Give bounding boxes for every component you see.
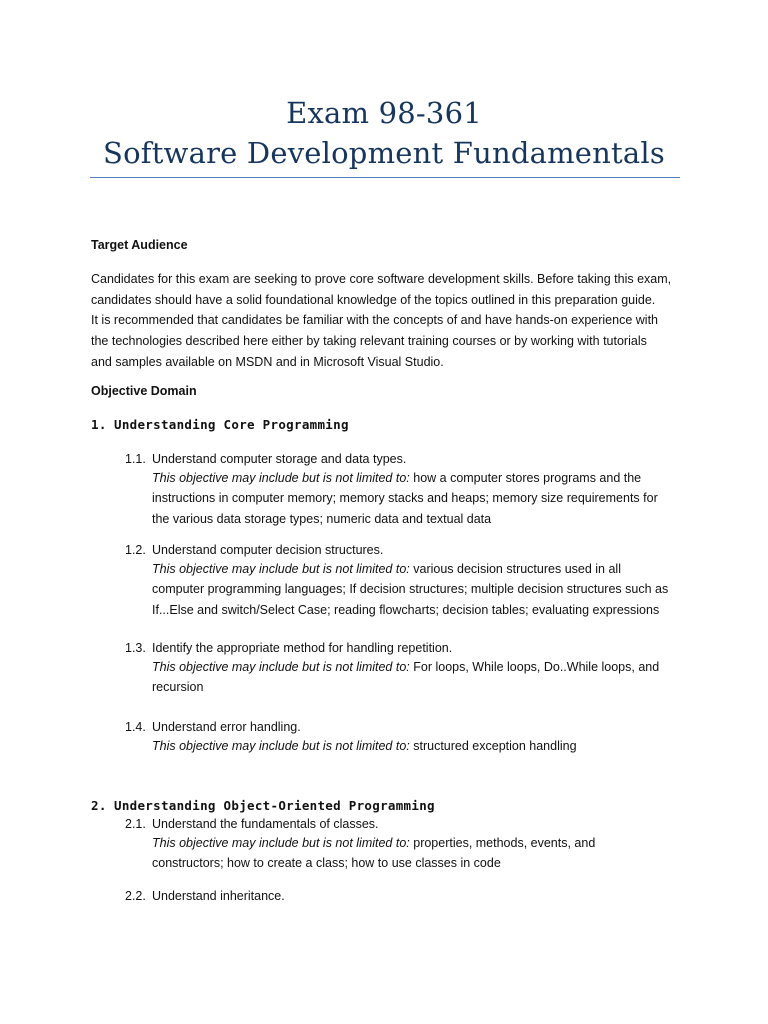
objective-number: 2.1. — [125, 817, 146, 831]
section-title: Understanding Object-Oriented Programming — [114, 798, 435, 813]
objective-detail: properties, methods, events, and — [409, 836, 596, 850]
objective-detail: various decision structures used in all — [409, 562, 621, 576]
objective-title: Understand inheritance. — [152, 889, 285, 903]
objective-item — [125, 640, 685, 698]
objective-intro: This objective may include but is not limited to: — [152, 739, 410, 753]
objective-detail: computer programming languages; If decision structures; multiple decision structures such as — [152, 582, 669, 597]
section-title: Understanding Core Programming — [114, 417, 349, 432]
objective-number: 1.4. — [125, 720, 146, 734]
objective-title: Understand error handling. — [152, 720, 301, 734]
target-audience-heading: Target Audience — [91, 238, 188, 252]
objective-title: Understand computer storage and data types. — [152, 452, 407, 466]
objective-detail: the various data storage types; numeric data and textual data — [152, 511, 492, 526]
objective-item — [125, 451, 685, 529]
objective-detail: If...Else and switch/Select Case; reading flowcharts; decision tables; evaluating expressions — [152, 602, 660, 617]
paragraph-line: the technologies described here either by taking relevant training courses or by working with tutorials — [91, 334, 647, 349]
objective-detail: constructors; how to create a class; how to use classes in code — [152, 856, 501, 871]
objective-intro: This objective may include but is not limited to: — [152, 836, 410, 850]
objective-item — [125, 719, 685, 756]
section-number: 1. — [91, 417, 107, 432]
objective-title: Identify the appropriate method for handling repetition. — [152, 641, 453, 655]
document-title: Exam 98-361 — [286, 96, 482, 130]
objective-number: 1.3. — [125, 641, 146, 655]
objective-detail: instructions in computer memory; memory stacks and heaps; memory size requirements for — [152, 491, 658, 506]
objective-title: Understand computer decision structures. — [152, 543, 384, 557]
objective-item — [125, 816, 685, 874]
section-heading — [91, 798, 435, 813]
section-heading — [91, 417, 349, 432]
objective-detail: recursion — [152, 680, 204, 695]
paragraph-line: and samples available on MSDN and in Microsoft Visual Studio. — [91, 354, 444, 369]
objective-intro: This objective may include but is not limited to: — [152, 562, 410, 576]
paragraph-line: It is recommended that candidates be familiar with the concepts of and have hands-on experience with — [91, 313, 658, 328]
objective-item — [125, 888, 685, 905]
title-divider — [90, 177, 680, 178]
paragraph-line: candidates should have a solid foundational knowledge of the topics outlined in this preparation guide. — [91, 292, 656, 307]
paragraph-line: Candidates for this exam are seeking to prove core software development skills. Before taking this exam, — [91, 272, 672, 286]
objective-number: 1.1. — [125, 452, 146, 466]
objective-item — [125, 542, 685, 620]
objective-detail: structured exception handling — [409, 739, 577, 753]
objective-number: 2.2. — [125, 889, 146, 903]
document-subtitle: Software Development Fundamentals — [103, 136, 665, 170]
objective-domain-heading: Objective Domain — [91, 384, 197, 398]
objective-number: 1.2. — [125, 543, 146, 557]
section-number: 2. — [91, 798, 107, 813]
objective-detail: how a computer stores programs and the — [409, 471, 642, 485]
objective-intro: This objective may include but is not limited to: — [152, 471, 410, 485]
objective-intro: This objective may include but is not limited to: — [152, 660, 410, 674]
objective-detail: For loops, While loops, Do..While loops, and — [409, 660, 660, 674]
objective-title: Understand the fundamentals of classes. — [152, 817, 379, 831]
target-audience-paragraph — [91, 269, 691, 373]
